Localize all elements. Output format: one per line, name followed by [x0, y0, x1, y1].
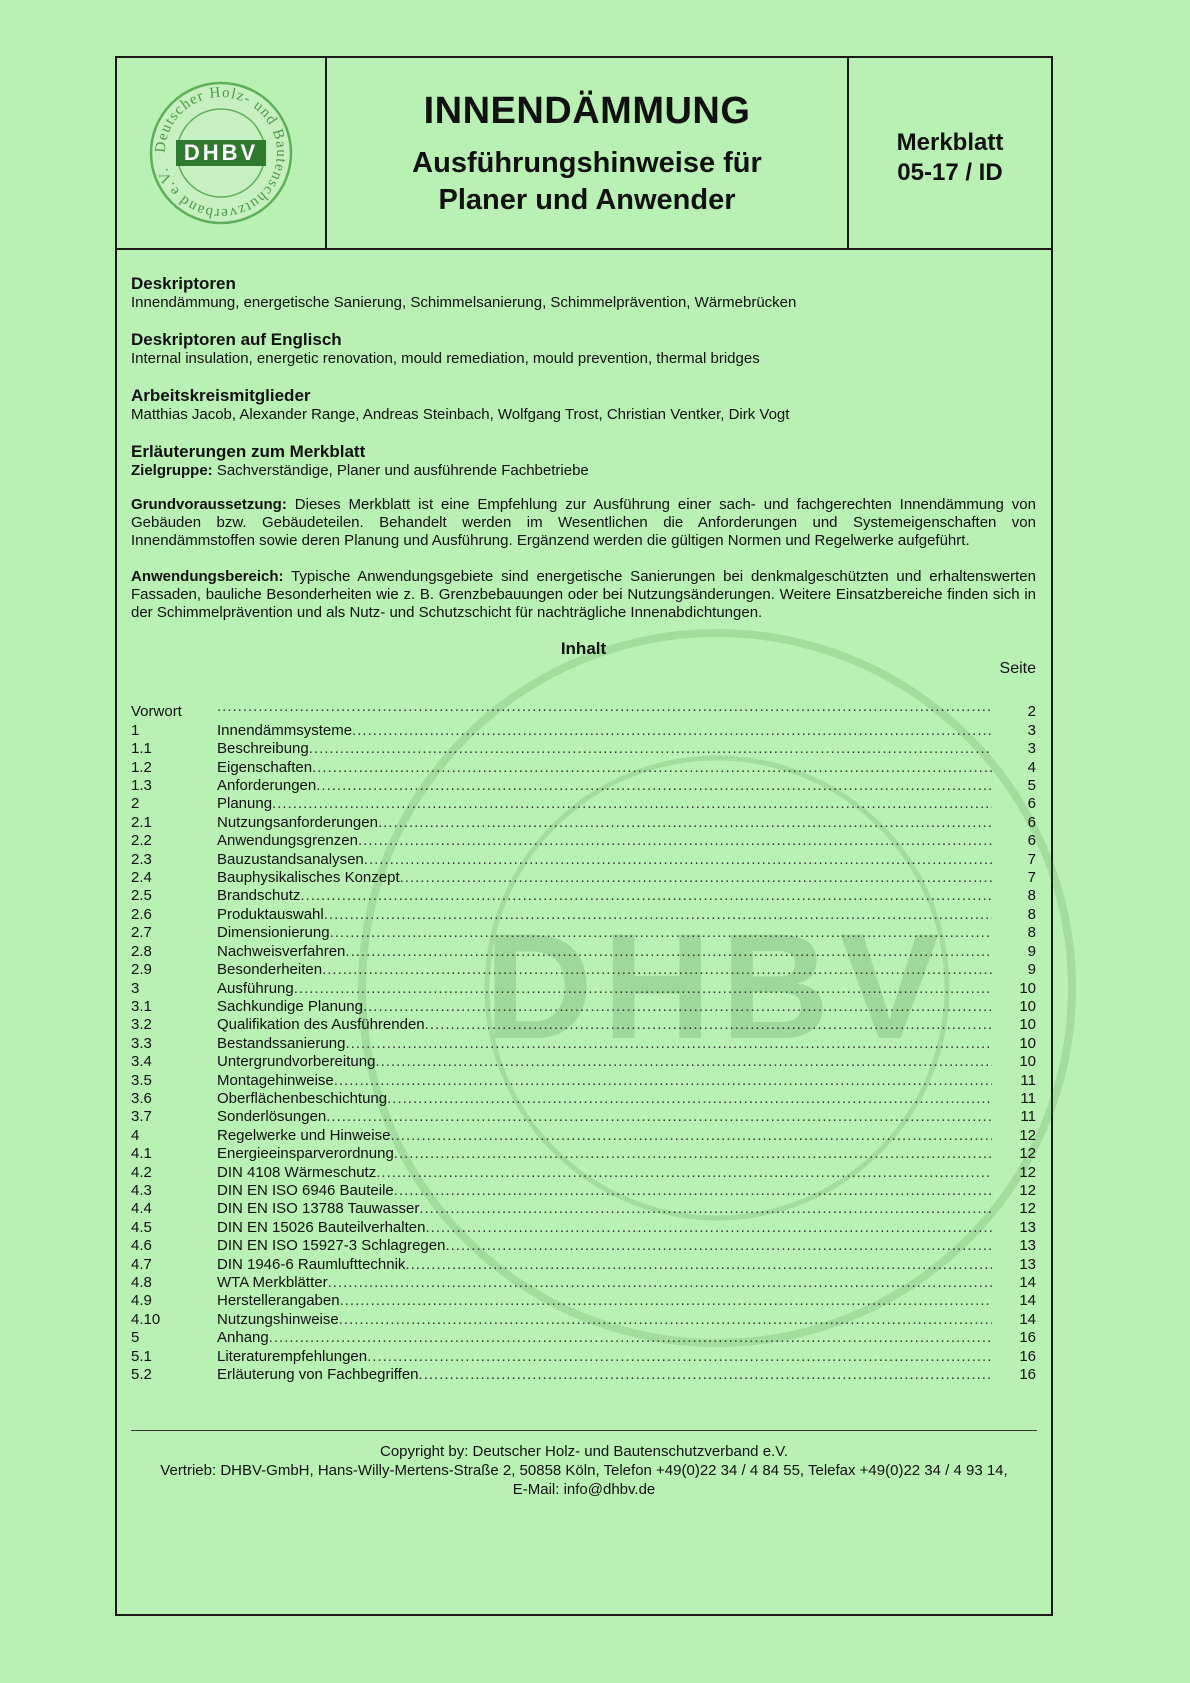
toc-leader-dots: [400, 869, 992, 887]
toc-entry-number: 2.4: [131, 869, 152, 887]
toc-entry: [131, 1329, 1036, 1347]
toc-entry-label-wrap: [217, 1256, 992, 1274]
toc-entry-label: Herstellerangaben: [217, 1292, 340, 1310]
toc-entry-page: 11: [1020, 1108, 1036, 1126]
grundvoraussetzung-text: Dieses Merkblatt ist eine Empfehlung zur Ausführung einer sach- und fachgerechten Innendämmung von Gebäuden bzw. Gebäudeteilen. Behandelt werden im Wesentlichen die Anforderungen und Systemeigenschaften von Innendämmstoffen sowie deren Planung und Ausführung. Ergänzend werden die gültigen Normen und Regelwerke aufgeführt.: [131, 496, 1036, 549]
toc-entry-label-wrap: [217, 722, 992, 740]
toc-entry-label: Literaturempfehlungen: [217, 1347, 368, 1365]
logo-ring-text: Deutscher Holz- und Bautenschutzverband e.V.: [152, 84, 290, 222]
toc-entry-page: 10: [1019, 997, 1036, 1015]
dhbv-logo: [146, 78, 296, 228]
toc-entry-number: 1.3: [131, 777, 152, 795]
toc-entry: [131, 1219, 1036, 1237]
toc-entry: [131, 1182, 1036, 1200]
toc-entry-page: 16: [1019, 1329, 1036, 1347]
toc-leader-dots: [394, 1145, 992, 1163]
toc-entry-label-wrap: [217, 777, 992, 795]
toc-leader-dots: [376, 1164, 992, 1182]
toc-entry: [131, 943, 1036, 961]
toc-leader-dots: [316, 777, 992, 795]
section-heading: Arbeitskreismitglieder: [131, 386, 311, 405]
toc-entry: [131, 887, 1036, 905]
toc-entry-number: 5.2: [131, 1366, 152, 1384]
section-deskriptoren: [131, 274, 1036, 312]
toc-entry-label-wrap: [217, 1237, 992, 1255]
toc-entry-page: 12: [1019, 1163, 1036, 1181]
toc-entry-label: Besonderheiten: [217, 961, 323, 979]
zielgruppe-label: Zielgruppe:: [131, 462, 213, 479]
toc-leader-dots: [390, 1127, 992, 1145]
toc-entry-label: Bauzustandsanalysen: [217, 850, 364, 868]
toc-entry-label-wrap: [217, 1164, 992, 1182]
toc-entry-label-wrap: [217, 1108, 992, 1126]
toc-entry-label-wrap: [217, 795, 992, 813]
toc-entry-label: DIN 1946-6 Raumlufttechnik: [217, 1255, 406, 1273]
toc-entry-label: Nutzungshinweise: [217, 1310, 339, 1328]
toc-leader-dots: [340, 1292, 992, 1310]
toc-leader-dots: [358, 832, 992, 850]
footer-address: Vertrieb: DHBV-GmbH, Hans-Willy-Mertens-Straße 2, 50858 Köln, Telefon +49(0)22 34 / 4 84 55, Telefax +49(0)22 34 / 4 93 14,: [160, 1462, 1008, 1479]
toc-entry-label-wrap: [217, 1182, 992, 1200]
toc-entry-label: Produktauswahl: [217, 905, 324, 923]
toc-entry-label-wrap: [217, 832, 992, 850]
toc-entry-number: 1.1: [131, 740, 152, 758]
toc-entry-label-wrap: [217, 1053, 992, 1071]
logo-abbr: DHBV: [183, 140, 259, 165]
toc-entry-label: Sonderlösungen: [217, 1108, 327, 1126]
toc-entry-label: Anwendungsgrenzen: [217, 832, 358, 850]
section-heading: Erläuterungen zum Merkblatt: [131, 442, 366, 461]
toc-entry: [131, 740, 1036, 758]
toc-entry-label-wrap: [217, 1292, 992, 1310]
toc-leader-dots: [324, 906, 992, 924]
toc-entry-page: 10: [1019, 979, 1036, 997]
toc-leader-dots: [309, 740, 992, 758]
footer-email: E-Mail: info@dhbv.de: [512, 1481, 656, 1498]
toc-leader-dots: [405, 1256, 992, 1274]
toc-entry-label-wrap: [217, 1311, 992, 1329]
toc-leader-dots: [387, 1090, 992, 1108]
toc-entry-page: 12: [1019, 1200, 1036, 1218]
toc-entry: [131, 1256, 1036, 1274]
toc-entry-page: 6: [1027, 795, 1036, 813]
toc-entry-page: 7: [1027, 869, 1036, 887]
section-text: Internal insulation, energetic renovation, mould remediation, mould prevention, thermal bridges: [131, 350, 760, 367]
toc-entry: [131, 980, 1036, 998]
toc-entry-label: Dimensionierung: [217, 924, 330, 942]
table-of-contents: [131, 698, 1036, 1384]
toc-leader-dots: [419, 1200, 992, 1218]
logo-cell: [117, 58, 327, 248]
toc-entry: [131, 998, 1036, 1016]
toc-entry: [131, 1311, 1036, 1329]
toc-entry-page: 14: [1019, 1274, 1036, 1291]
toc-entry: [131, 698, 1036, 722]
toc-entry-page: 9: [1027, 942, 1036, 960]
toc-entry-label-wrap: [217, 1200, 992, 1218]
toc-entry-label-wrap: [217, 1016, 992, 1034]
toc-leader-dots: [339, 1311, 992, 1329]
toc-entry-number: 2.3: [131, 850, 152, 868]
toc-leader-dots: [352, 722, 992, 740]
toc-leader-dots: [345, 1035, 992, 1053]
section-text: Matthias Jacob, Alexander Range, Andreas Steinbach, Wolfgang Trost, Christian Ventker, Dirk Vogt: [131, 406, 790, 423]
toc-leader-dots: [345, 943, 992, 961]
toc-leader-dots: [364, 851, 992, 869]
toc-entry-label: Bauphysikalisches Konzept: [217, 869, 400, 887]
toc-entry-page: 13: [1019, 1218, 1036, 1236]
toc-leader-dots: [367, 1348, 992, 1366]
toc-entry: [131, 1035, 1036, 1053]
toc-entry-page: 14: [1019, 1292, 1036, 1310]
section-heading: Deskriptoren: [131, 274, 236, 293]
toc-entry-label-wrap: [217, 1348, 992, 1366]
toc-leader-dots: [272, 795, 992, 813]
toc-entry-label-wrap: [217, 1090, 992, 1108]
toc-entry-label-wrap: [217, 980, 992, 998]
toc-entry-number: 3: [131, 979, 140, 997]
toc-leader-dots: [294, 980, 992, 998]
toc-entry-page: 2: [1027, 703, 1036, 721]
toc-leader-dots: [394, 1182, 992, 1200]
toc-entry-label: Planung: [217, 795, 273, 813]
toc-entry-label: Oberflächenbeschichtung: [217, 1089, 388, 1107]
toc-entry: [131, 924, 1036, 942]
toc-entry-number: 2.9: [131, 961, 152, 979]
section-erlaeuterungen: [131, 442, 1036, 480]
toc-entry-label-wrap: [217, 851, 992, 869]
footer: [117, 1430, 1051, 1499]
toc-entry: [131, 869, 1036, 887]
toc-entry-number: 1: [131, 721, 140, 739]
toc-entry: [131, 759, 1036, 777]
toc-entry-label-wrap: [217, 698, 992, 716]
toc-entry-number: 4.8: [131, 1274, 152, 1291]
toc-entry: [131, 1145, 1036, 1163]
toc-entry-label: Sachkundige Planung: [217, 997, 363, 1015]
toc-entry-number: 4.6: [131, 1237, 152, 1255]
doc-subtitle-line1: Ausführungshinweise für: [412, 147, 762, 179]
toc-entry-page: 7: [1027, 850, 1036, 868]
toc-entry-page: 16: [1019, 1366, 1036, 1384]
toc-entry-label: Montagehinweise: [217, 1071, 334, 1089]
id-cell: [849, 58, 1051, 248]
toc-entry-label: Nutzungsanforderungen: [217, 813, 378, 831]
toc-entry-label: Erläuterung von Fachbegriffen: [217, 1366, 419, 1384]
toc-entry: [131, 814, 1036, 832]
toc-entry-label: Regelwerke und Hinweise: [217, 1126, 391, 1144]
anwendungsbereich-label: Anwendungsbereich:: [131, 568, 284, 585]
toc-entry-number: 4: [131, 1126, 140, 1144]
toc-entry: [131, 1348, 1036, 1366]
toc-entry: [131, 1274, 1036, 1292]
toc-entry: [131, 832, 1036, 850]
toc-entry-label: Innendämmsysteme: [217, 721, 353, 739]
toc-entry-page: 8: [1027, 905, 1036, 923]
section-text: Innendämmung, energetische Sanierung, Schimmelsanierung, Schimmelprävention, Wärmebrücken: [131, 294, 797, 311]
toc-entry-page: 16: [1019, 1347, 1036, 1365]
toc-entry-label: DIN EN ISO 6946 Bauteile: [217, 1181, 394, 1199]
toc-entry-page: 13: [1019, 1237, 1036, 1255]
content: [131, 274, 1036, 1384]
toc-leader-dots: [425, 1016, 992, 1034]
doc-subtitle: [327, 145, 847, 219]
toc-entry-label: DIN EN ISO 13788 Tauwasser: [217, 1200, 420, 1218]
toc-page-header: Seite: [999, 660, 1036, 677]
toc-leader-dots: [330, 924, 992, 942]
toc-entry-label: Eigenschaften: [217, 758, 313, 776]
toc-entry: [131, 1016, 1036, 1034]
toc-entry-number: 1.2: [131, 758, 152, 776]
section-deskriptoren-en: [131, 330, 1036, 368]
toc-entry-page: 4: [1027, 758, 1036, 776]
toc-entry: [131, 1127, 1036, 1145]
toc-entry-page: 12: [1019, 1145, 1036, 1163]
toc-entry-label-wrap: [217, 814, 992, 832]
footer-copyright: Copyright by: Deutscher Holz- und Bautenschutzverband e.V.: [379, 1443, 788, 1460]
anwendungsbereich: [131, 568, 1036, 622]
toc-entry-page: 12: [1019, 1126, 1036, 1144]
toc-entry: [131, 1090, 1036, 1108]
toc-entry: [131, 1053, 1036, 1071]
toc-entry-number: 4.4: [131, 1200, 152, 1218]
toc-entry-number: 2.8: [131, 942, 152, 960]
toc-title: Inhalt: [560, 639, 607, 658]
doc-type: Merkblatt: [896, 129, 1004, 156]
toc-entry-label-wrap: [217, 1219, 992, 1237]
toc-entry-label-wrap: [217, 740, 992, 758]
toc-entry-label-wrap: [217, 1366, 992, 1384]
toc-leader-dots: [378, 814, 992, 832]
toc-entry-label-wrap: [217, 869, 992, 887]
toc-entry: [131, 1366, 1036, 1384]
toc-entry-page: 6: [1027, 832, 1036, 850]
toc-entry-label-wrap: [217, 1274, 992, 1292]
toc-entry-page: 9: [1027, 961, 1036, 979]
toc-entry-label: Beschreibung: [217, 740, 309, 758]
toc-entry-number: 2: [131, 795, 140, 813]
toc-entry-label: DIN EN 15026 Bauteilverhalten: [217, 1218, 426, 1236]
toc-entry: [131, 1292, 1036, 1310]
toc-entry: [131, 722, 1036, 740]
toc-entry-label: Nachweisverfahren: [217, 942, 346, 960]
title-cell: [327, 58, 849, 248]
toc-entry-page: 5: [1027, 777, 1036, 795]
toc-entry-label-wrap: [217, 924, 992, 942]
toc-entry-page: 3: [1027, 740, 1036, 758]
toc-leader-dots: [269, 1329, 992, 1347]
toc-entry-number: 3.7: [131, 1108, 152, 1126]
toc-entry-label-wrap: [217, 887, 992, 905]
toc-leader-dots: [445, 1237, 992, 1255]
toc-entry-label-wrap: [217, 943, 992, 961]
watermark-abbr: DHBV: [484, 902, 950, 1070]
toc-entry-label: Brandschutz: [217, 887, 301, 905]
toc-entry-number: 2.5: [131, 887, 152, 905]
toc-entry-number: 3.1: [131, 997, 152, 1015]
toc-entry-number: 2.2: [131, 832, 152, 850]
toc-entry: [131, 1200, 1036, 1218]
toc-entry: [131, 777, 1036, 795]
toc-entry-number: 3.3: [131, 1034, 152, 1052]
toc-leader-dots: [328, 1274, 992, 1292]
toc-entry-label-wrap: [217, 1329, 992, 1347]
toc-entry-number: 4.7: [131, 1255, 152, 1273]
toc-entry-number: 3.4: [131, 1053, 152, 1071]
zielgruppe: [131, 462, 1036, 480]
toc-entry-number: 3.5: [131, 1071, 152, 1089]
toc-entry-page: 8: [1027, 924, 1036, 942]
toc-entry-label: Energieeinsparverordnung: [217, 1145, 394, 1163]
toc-leader-dots: [419, 1366, 992, 1384]
grundvoraussetzung-label: Grundvoraussetzung:: [131, 496, 287, 513]
section-mitglieder: [131, 386, 1036, 424]
section-heading: Deskriptoren auf Englisch: [131, 330, 342, 349]
toc-entry-page: 11: [1020, 1089, 1036, 1107]
toc-entry-label: Untergrundvorbereitung: [217, 1053, 376, 1071]
toc-entry-number: 2.6: [131, 905, 152, 923]
toc-entry-page: 10: [1019, 1016, 1036, 1034]
doc-id: 05-17 / ID: [897, 159, 1003, 186]
toc-entry-page: 10: [1019, 1053, 1036, 1071]
toc-entry: [131, 1237, 1036, 1255]
toc-entry-page: 14: [1019, 1310, 1036, 1328]
toc-leader-dots: [334, 1072, 992, 1090]
toc-entry-page: 11: [1020, 1071, 1036, 1089]
toc-entry: [131, 961, 1036, 979]
doc-title: INNENDÄMMUNG: [423, 90, 751, 132]
toc-leader-dots: [326, 1108, 992, 1126]
toc-entry-number: 4.1: [131, 1145, 152, 1163]
toc-entry-label: DIN 4108 Wärmeschutz: [217, 1163, 377, 1181]
toc-entry-label-wrap: [217, 759, 992, 777]
header: [117, 58, 1051, 250]
toc-entry-number: 5: [131, 1329, 140, 1347]
anwendungsbereich-text: Typische Anwendungsgebiete sind energetische Sanierungen bei denkmalgeschützten und erhaltenswerten Fassaden, bauliche Besonderheiten wie z. B. Grenzbebauungen oder bei Nutzungsänderungen. Weitere Einsatzbereiche finden sich in der Schimmelprävention und als Nutz- und Schutzschicht für nachträgliche Innenabdichtungen.: [131, 568, 1036, 621]
toc-entry-page: 6: [1027, 813, 1036, 831]
toc-entry-label: Bestandssanierung: [217, 1034, 346, 1052]
grundvoraussetzung: [131, 496, 1036, 550]
toc-entry-label: Qualifikation des Ausführenden: [217, 1016, 425, 1034]
toc-entry-label: Anforderungen: [217, 777, 317, 795]
toc-entry-number: 4.9: [131, 1292, 152, 1310]
toc-leader-dots: [322, 961, 992, 979]
toc-entry-page: 10: [1019, 1034, 1036, 1052]
toc-entry-number: 5.1: [131, 1347, 152, 1365]
toc-entry-page: 8: [1027, 887, 1036, 905]
toc-entry-number: Vorwort: [131, 703, 182, 721]
toc-leader-dots: [312, 759, 992, 777]
zielgruppe-text: Sachverständige, Planer und ausführende Fachbetriebe: [212, 462, 589, 479]
toc-entry-label: Ausführung: [217, 979, 294, 997]
doc-subtitle-line2: Planer und Anwender: [438, 184, 736, 216]
toc-entry-number: 4.3: [131, 1181, 152, 1199]
toc-entry-label-wrap: [217, 1035, 992, 1053]
toc-entry-label-wrap: [217, 1145, 992, 1163]
toc-entry-number: 2.7: [131, 924, 152, 942]
toc-leader-dots: [363, 998, 992, 1016]
toc-entry-page: 13: [1019, 1255, 1036, 1273]
toc-entry: [131, 906, 1036, 924]
toc-leader-dots: [425, 1219, 992, 1237]
toc-entry-label-wrap: [217, 998, 992, 1016]
toc-entry-number: 2.1: [131, 813, 152, 831]
toc-entry-number: 4.2: [131, 1163, 152, 1181]
toc-leader-dots: [300, 887, 992, 905]
toc-entry-label-wrap: [217, 1072, 992, 1090]
toc-entry: [131, 795, 1036, 813]
toc-entry: [131, 1108, 1036, 1126]
toc-entry-page: 3: [1027, 721, 1036, 739]
toc-entry-number: 3.6: [131, 1089, 152, 1107]
toc-entry-label: WTA Merkblätter: [217, 1274, 328, 1291]
toc-entry-label: DIN EN ISO 15927-3 Schlagregen: [217, 1237, 446, 1255]
toc-entry-number: 3.2: [131, 1016, 152, 1034]
toc-entry: [131, 1072, 1036, 1090]
toc-entry-number: 4.10: [131, 1310, 161, 1328]
toc-entry-number: 4.5: [131, 1218, 152, 1236]
toc-entry-label-wrap: [217, 1127, 992, 1145]
document-frame: [115, 56, 1053, 1616]
toc-entry-page: 12: [1019, 1181, 1036, 1199]
toc-entry: [131, 851, 1036, 869]
toc-entry-label-wrap: [217, 961, 992, 979]
toc-leader-dots: [217, 698, 992, 716]
toc-entry-label-wrap: [217, 906, 992, 924]
toc-entry-label: Anhang: [217, 1329, 269, 1347]
toc-entry: [131, 1164, 1036, 1182]
toc-leader-dots: [375, 1053, 992, 1071]
